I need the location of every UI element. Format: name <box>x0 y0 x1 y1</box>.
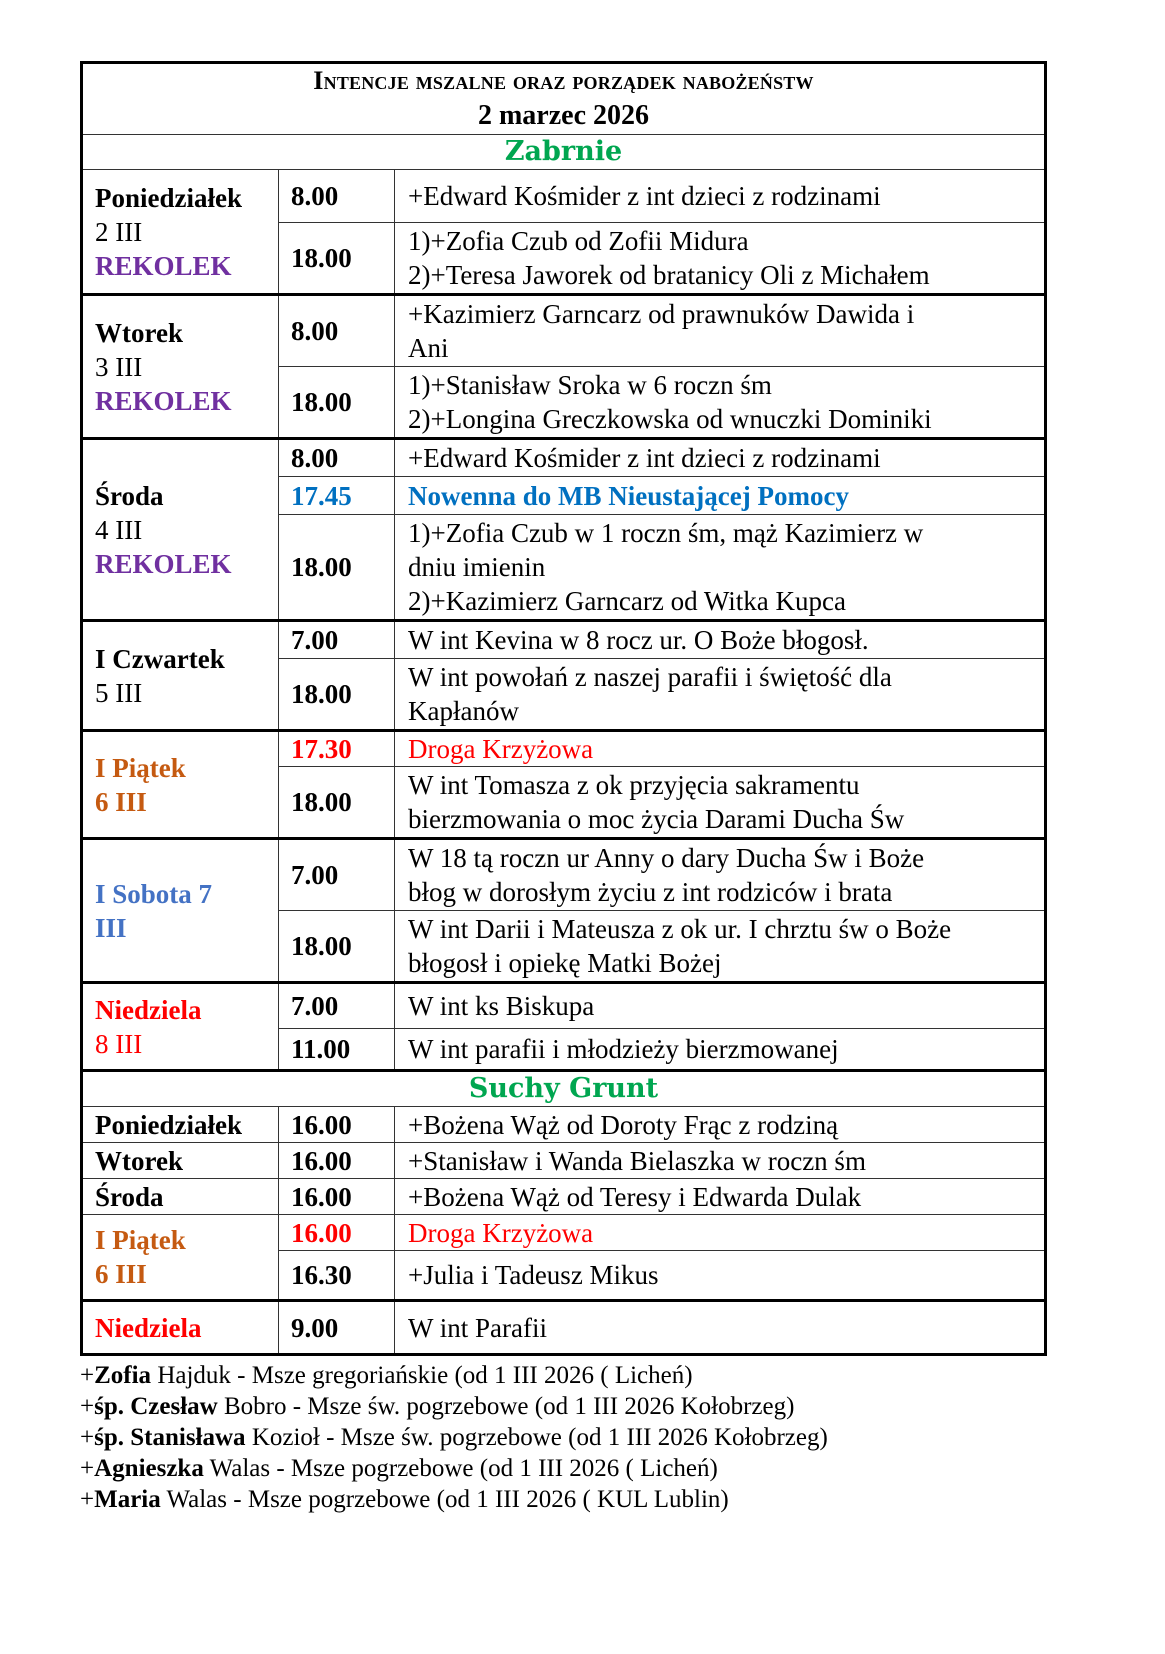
mass-time: 17.30 <box>279 731 395 767</box>
mass-intention <box>395 839 1046 911</box>
stations-of-cross: Droga Krzyżowa <box>395 1215 1046 1251</box>
mass-time: 18.00 <box>279 223 395 295</box>
mass-time: 18.00 <box>279 911 395 983</box>
intention-line: Ani <box>408 333 449 363</box>
intention-line: błogosł i opiekę Matki Bożej <box>408 948 722 978</box>
day-cell <box>82 295 279 439</box>
mass-time: 18.00 <box>279 659 395 731</box>
novena-intention <box>395 477 1046 515</box>
intention-line: Droga Krzyżowa <box>408 734 594 764</box>
day-date: 2 III <box>95 216 143 247</box>
intention-line: +Kazimierz Garncarz od prawnuków Dawida i <box>408 299 915 329</box>
mass-intention: W int Parafii <box>395 1301 1046 1355</box>
section-suchy-grunt <box>82 1071 1046 1107</box>
table-row <box>82 1301 1046 1355</box>
mass-time: 16.00 <box>279 1179 395 1215</box>
mass-intention <box>395 983 1046 1029</box>
table-row <box>82 839 1046 911</box>
day-note: REKOLEK <box>95 385 232 416</box>
mass-schedule-sheet <box>80 61 1047 1515</box>
day-cell <box>82 839 279 983</box>
day-name: I Piątek <box>95 1225 186 1255</box>
intention-line: 2)+Teresa Jaworek od bratanicy Oli z Michałem <box>408 260 930 290</box>
intention-line: W 18 tą roczn ur Anny o dary Ducha Św i Boże <box>408 843 925 873</box>
note-name: Maria <box>94 1486 161 1513</box>
day-date: III <box>95 912 127 943</box>
intention-line: Nowenna do MB Nieustającej Pomocy <box>408 480 849 511</box>
day-name: I Czwartek <box>95 643 225 674</box>
mass-intention: +Bożena Wąż od Teresy i Edwarda Dulak <box>395 1179 1046 1215</box>
intention-line: W int powołań z naszej parafii i świętość dla <box>408 662 892 692</box>
mass-time: 16.00 <box>279 1107 395 1143</box>
day-date: 6 III <box>95 786 147 817</box>
intention-line: 2)+Longina Greczkowska od wnuczki Dominiki <box>408 404 932 434</box>
intention-line: +Edward Kośmider z int dzieci z rodzinami <box>408 443 881 473</box>
day-note: REKOLEK <box>95 250 232 281</box>
note-name: śp. Stanisława <box>94 1424 246 1451</box>
schedule-table <box>80 61 1047 1356</box>
mass-time: 17.45 <box>279 477 395 515</box>
intention-line: 1)+Zofia Czub w 1 roczn śm, mąż Kazimierz w <box>408 518 924 548</box>
mass-intention: +Julia i Tadeusz Mikus <box>395 1251 1046 1301</box>
mass-time: 8.00 <box>279 439 395 477</box>
day-name: Środa <box>82 1179 279 1215</box>
mass-time: 9.00 <box>279 1301 395 1355</box>
intention-line: W int Kevina w 8 rocz ur. O Boże błogosł. <box>408 625 869 655</box>
note-line: +śp. Czesław Bobro - Msze św. pogrzebowe (od 1 III 2026 Kołobrzeg) <box>80 1393 795 1420</box>
mass-intention: +Bożena Wąż od Doroty Frąc z rodziną <box>395 1107 1046 1143</box>
day-date: 8 III <box>95 1028 143 1059</box>
day-name: Wtorek <box>82 1143 279 1179</box>
day-cell <box>82 621 279 731</box>
day-name: I Piątek <box>95 752 186 783</box>
page-date: 2 marzec 2026 <box>477 100 650 131</box>
intention-line: W int Tomasza z ok przyjęcia sakramentu <box>408 770 860 800</box>
section-title: Suchy Grunt <box>82 1071 1046 1107</box>
mass-time: 8.00 <box>279 170 395 223</box>
intention-line: błog w dorosłym życiu z int rodziców i brata <box>408 877 893 907</box>
gregorian-masses-notes <box>80 1360 1047 1515</box>
mass-intention <box>395 439 1046 477</box>
table-row <box>82 1215 1046 1251</box>
table-row <box>82 621 1046 659</box>
mass-intention: +Stanisław i Wanda Bielaszka w roczn śm <box>395 1143 1046 1179</box>
mass-intention <box>395 170 1046 223</box>
table-row <box>82 1179 1046 1215</box>
mass-time: 7.00 <box>279 621 395 659</box>
note-line: +Zofia Hajduk - Msze gregoriańskie (od 1 III 2026 ( Licheń) <box>80 1362 693 1389</box>
table-row <box>82 295 1046 367</box>
table-row <box>82 1107 1046 1143</box>
note-name: śp. Czesław <box>94 1393 218 1420</box>
section-zabrnie <box>82 135 1046 170</box>
mass-time: 16.00 <box>279 1143 395 1179</box>
mass-intention <box>395 367 1046 439</box>
mass-time: 18.00 <box>279 515 395 621</box>
header-row <box>82 63 1046 135</box>
mass-time: 18.00 <box>279 367 395 439</box>
day-name: Wtorek <box>95 317 183 348</box>
note-line: +Maria Walas - Msze pogrzebowe (od 1 III 2026 ( KUL Lublin) <box>80 1486 729 1513</box>
day-cell <box>82 1215 279 1301</box>
mass-intention <box>395 223 1046 295</box>
section-title: Zabrnie <box>82 135 1046 170</box>
intention-line: 1)+Zofia Czub od Zofii Midura <box>408 226 749 256</box>
intention-line: W int parafii i młodzieży bierzmowanej <box>408 1034 839 1064</box>
day-name: Niedziela <box>95 994 202 1025</box>
day-name: Poniedziałek <box>82 1107 279 1143</box>
intention-line: 1)+Stanisław Sroka w 6 roczn śm <box>408 370 772 400</box>
intention-line: Kapłanów <box>408 696 519 726</box>
day-date: 5 III <box>95 677 143 708</box>
mass-time: 16.00 <box>279 1215 395 1251</box>
day-note: REKOLEK <box>95 548 232 579</box>
page-title: Intencje mszalne oraz porządek nabożeństw <box>313 66 814 95</box>
day-name: Środa <box>95 480 164 511</box>
day-name: Poniedziałek <box>95 182 242 213</box>
intention-line: W int ks Biskupa <box>408 991 595 1021</box>
day-date: 6 III <box>95 1259 147 1289</box>
day-cell <box>82 170 279 295</box>
intention-line: dniu imienin <box>408 552 546 582</box>
mass-intention <box>395 515 1046 621</box>
intention-line: +Edward Kośmider z int dzieci z rodzinami <box>408 181 881 211</box>
intention-line: bierzmowania o moc życia Darami Ducha Św <box>408 804 905 834</box>
intention-line: 2)+Kazimierz Garncarz od Witka Kupca <box>408 586 846 616</box>
mass-time: 16.30 <box>279 1251 395 1301</box>
note-name: Zofia <box>94 1362 152 1389</box>
mass-intention <box>395 911 1046 983</box>
note-line: +śp. Stanisława Kozioł - Msze św. pogrzebowe (od 1 III 2026 Kołobrzeg) <box>80 1424 828 1451</box>
note-line: +Agnieszka Walas - Msze pogrzebowe (od 1 III 2026 ( Licheń) <box>80 1455 718 1482</box>
mass-intention <box>395 1029 1046 1071</box>
table-row <box>82 170 1046 223</box>
stations-of-cross <box>395 731 1046 767</box>
table-row <box>82 439 1046 477</box>
table-row <box>82 731 1046 767</box>
mass-intention <box>395 295 1046 367</box>
day-date: 3 III <box>95 351 143 382</box>
mass-intention <box>395 659 1046 731</box>
day-name: Niedziela <box>82 1301 279 1355</box>
mass-time: 8.00 <box>279 295 395 367</box>
table-row <box>82 1143 1046 1179</box>
mass-time: 7.00 <box>279 839 395 911</box>
mass-time: 7.00 <box>279 983 395 1029</box>
day-cell <box>82 983 279 1071</box>
intention-line: W int Darii i Mateusza z ok ur. I chrztu św o Boże <box>408 914 952 944</box>
mass-intention <box>395 621 1046 659</box>
table-row <box>82 983 1046 1029</box>
mass-time: 18.00 <box>279 767 395 839</box>
mass-intention <box>395 767 1046 839</box>
day-cell <box>82 731 279 839</box>
day-date: 4 III <box>95 514 143 545</box>
mass-time: 11.00 <box>279 1029 395 1071</box>
day-name: I Sobota 7 <box>95 878 213 909</box>
day-cell <box>82 439 279 621</box>
note-name: Agnieszka <box>94 1455 204 1482</box>
